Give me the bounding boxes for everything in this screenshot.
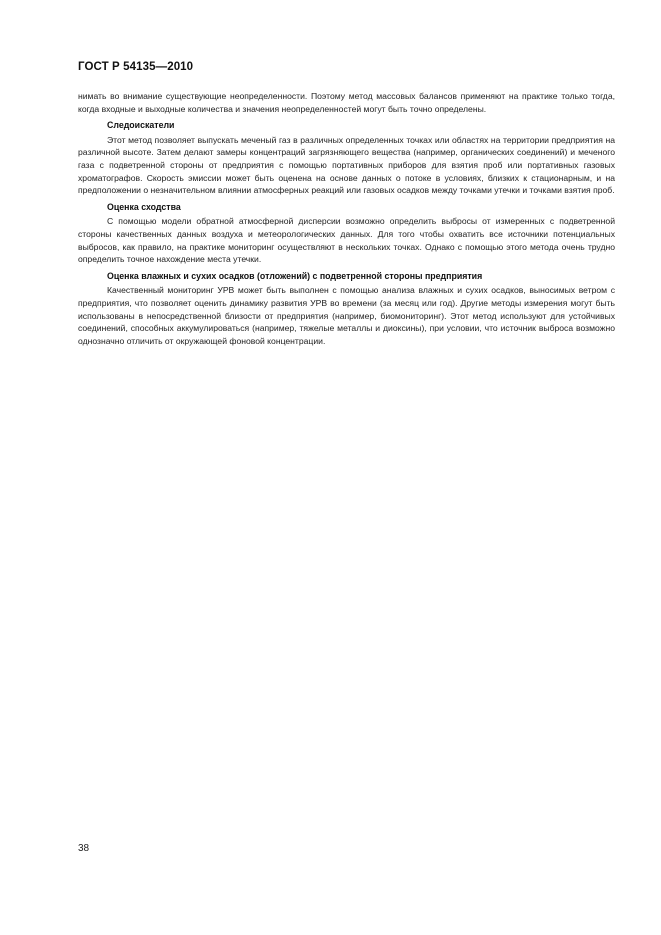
section-heading-tracers: Следоискатели — [107, 120, 175, 131]
page-body — [78, 90, 615, 347]
page-number: 38 — [78, 843, 90, 854]
standard-header: ГОСТ Р 54135—2010 — [78, 61, 194, 73]
section-text-tracers: Этот метод позволяет выпускать меченый газ в различных определенных точках или областях на территории предприятия на различной высоте. Затем делают замеры концентраций загрязняющего вещества (например, органических соединений) и меченого газа с подветренной стороны от предприятия с помощью портативных приборов для взятия проб или портативных газовых хроматографов. Скорость эмиссии может быть оценена на основе данных о потоке в условиях, близких к стационарным, и на предположении о незначительном влиянии атмосферных реакций или газовых осадков между точками утечки и точками взятия проб. — [78, 134, 615, 196]
section-heading-similarity: Оценка сходства — [107, 201, 181, 212]
section-text-deposition: Качественный мониторинг УРВ может быть выполнен с помощью анализа влажных и сухих осадков, выносимых ветром с предприятия, что позволяет оценить динамику развития УРВ во времени (за месяц или год). Другие методы измерения могут быть использованы в непосредственной близости от предприятия (например, биомониторинг). Этот метод используют для устойчивых соединений, способных аккумулироваться (например, тяжелые металлы и диоксины), при условии, что источник выброса возможно однозначно отличить от окружающей фоновой концентрации. — [78, 285, 615, 346]
section-text-similarity: С помощью модели обратной атмосферной дисперсии возможно определить выбросы от измеренных с подветренной стороны качественных данных воздуха и метеорологических данных. Для того чтобы охватить все источники потенциальных выбросов, как правило, на практике мониторинг осуществляют в нескольких точках. Однако с помощью этого метода очень трудно определить точное нахождение места утечки. — [78, 216, 615, 265]
section-heading-deposition: Оценка влажных и сухих осадков (отложений) с подветренной стороны предприятия — [107, 270, 483, 281]
intro-paragraph: нимать во внимание существующие неопределенности. Поэтому метод массовых балансов применяют на практике только тогда, когда входные и выходные количества и значения неопределенностей могут быть точно определены. — [78, 91, 615, 114]
